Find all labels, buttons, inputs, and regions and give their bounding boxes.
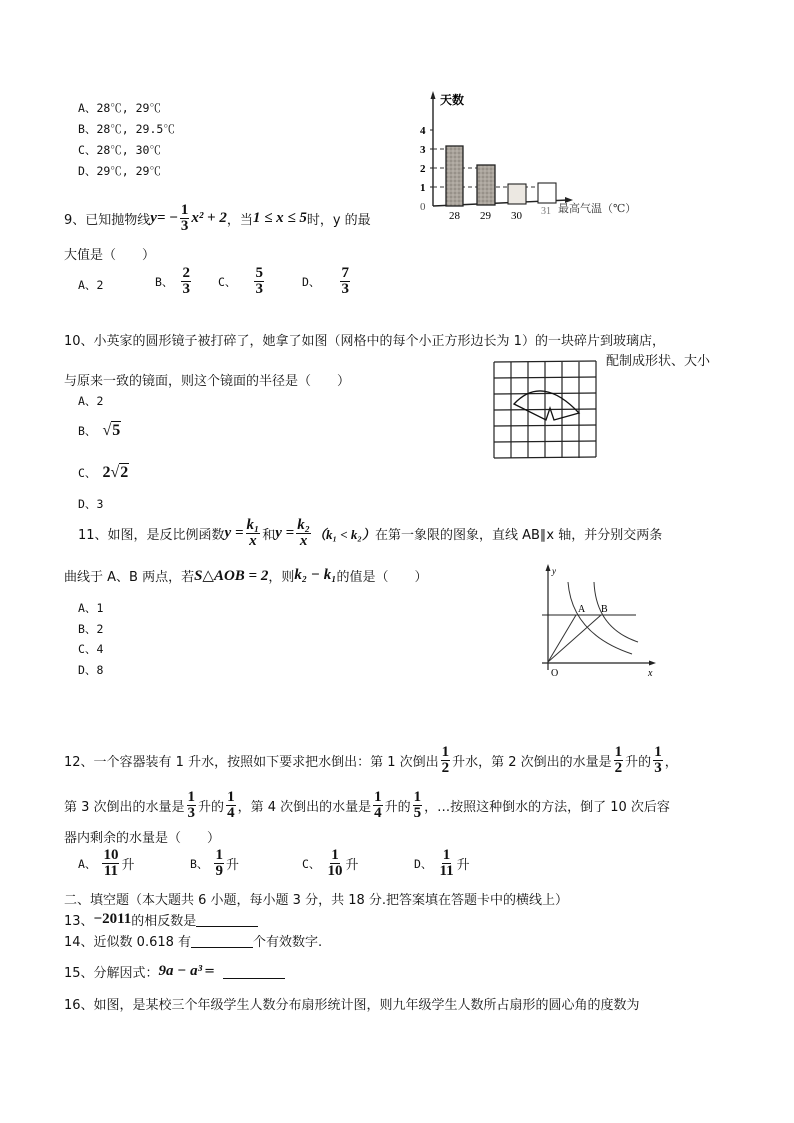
- inverse-function-graph: [536, 562, 660, 680]
- q14-answer-blank[interactable]: [191, 933, 253, 948]
- x-axis-label: 最高气温（℃）: [558, 203, 637, 215]
- option-text: 28℃, 30℃: [96, 143, 161, 157]
- unit: 升: [225, 858, 239, 873]
- bar-31: [538, 183, 556, 203]
- option-fraction: [181, 266, 191, 297]
- frac-num: 1: [227, 789, 235, 805]
- frac-den: 4: [374, 805, 382, 821]
- q14-suffix: 个有效数字.: [253, 935, 323, 950]
- bar-28: [446, 146, 463, 206]
- option-text: 1: [96, 601, 104, 615]
- option-label: B、: [78, 622, 97, 636]
- coefficient: 2: [102, 464, 111, 481]
- q11-and: 和: [262, 528, 276, 543]
- option-text: 2: [96, 622, 104, 636]
- x-tick-29: 29: [480, 210, 491, 220]
- q11-option-c: [78, 641, 103, 657]
- frac-den: 3: [255, 281, 263, 297]
- q12-text: ，第 4 次倒出的水量是: [237, 800, 372, 815]
- q14-prefix: 14、近似数 0.618 有: [64, 935, 192, 950]
- x-tick-31: 31: [541, 206, 551, 217]
- mirror-fragment-grid: [492, 360, 598, 460]
- frac-num: 5: [255, 265, 263, 281]
- q11-line2: [64, 566, 427, 585]
- q8-option-d: [78, 163, 161, 179]
- option-text: 2: [96, 278, 104, 292]
- q9-prefix: 9、已知抛物线: [64, 213, 151, 228]
- option-label: D、: [78, 164, 97, 178]
- option-label: B、: [78, 424, 97, 438]
- option-fraction: [102, 848, 119, 879]
- fraction-1-3: [187, 790, 197, 821]
- option-text: 2: [96, 394, 104, 408]
- option-fraction: [438, 848, 454, 879]
- q11-option-d: [78, 662, 103, 678]
- q10-option-a: [78, 393, 103, 409]
- temperature-bar-chart: [418, 88, 668, 220]
- sqrt-expression: √5: [102, 422, 121, 439]
- question-16: 16、如图，是某校三个年级学生人数分布扇形统计图，则九年级学生人数所占扇形的圆心角的度数为: [64, 998, 640, 1013]
- question-13: [64, 910, 258, 929]
- option-label: B、: [155, 274, 174, 289]
- frac-num: k₁: [246, 517, 260, 533]
- q12-option-a: [78, 848, 134, 879]
- q8-option-b: [78, 121, 175, 137]
- fraction-1-4: [226, 790, 236, 821]
- q12-text: ，…按照这种倒水的方法，倒了 10 次后容: [424, 800, 670, 815]
- radicand: 2: [120, 464, 129, 481]
- x-tick-30: 30: [511, 210, 522, 220]
- option-text: 29℃, 29℃: [96, 164, 161, 178]
- q15-expression: 9a − a³: [158, 963, 203, 979]
- q12-line2: [64, 790, 670, 821]
- frac-den: 11: [439, 863, 454, 879]
- q12-text: 升的: [198, 800, 225, 815]
- q9-formula-y: y: [150, 210, 157, 226]
- frac-den: 4: [227, 805, 235, 821]
- q11-option-a: [78, 600, 103, 616]
- question-11: [78, 518, 662, 549]
- q9-fraction: [180, 203, 190, 234]
- q9-line2: 大值是（ ）: [64, 248, 156, 263]
- q9-option-a: [78, 277, 103, 293]
- radicand: 5: [112, 422, 121, 439]
- frac-num: 1: [413, 789, 422, 805]
- frac-num: 1: [374, 789, 382, 805]
- option-label: C、: [302, 856, 321, 871]
- q10-option-b: [78, 422, 121, 440]
- option-label: D、: [302, 274, 321, 289]
- q12-text: 升的: [384, 800, 411, 815]
- q8-option-a: [78, 100, 161, 116]
- option-label: A、: [78, 101, 97, 115]
- q12-text: 第 3 次倒出的水量是: [64, 800, 185, 815]
- frac-den: 3: [180, 218, 189, 234]
- y-tick-3: 3: [420, 144, 426, 156]
- q12-line1: [64, 745, 678, 776]
- frac-den: 5: [413, 805, 422, 821]
- origin-label: O: [551, 668, 559, 679]
- option-fraction: [326, 848, 343, 879]
- option-text: 4: [96, 642, 104, 656]
- frac-den: 3: [182, 281, 190, 297]
- frac-den: 3: [654, 760, 662, 776]
- frac-den: x: [249, 533, 257, 549]
- q11-y2: y =: [275, 525, 295, 541]
- option-label: D、: [414, 856, 433, 871]
- q15-answer-blank[interactable]: [223, 964, 285, 979]
- frac-num: 1: [187, 789, 196, 805]
- y-tick-2: 2: [420, 163, 426, 175]
- option-text: 28℃, 29.5℃: [96, 122, 175, 136]
- frac-den: 3: [341, 281, 349, 297]
- q9-formula-tail: x² + 2: [191, 210, 227, 226]
- q9-option-b: [155, 266, 193, 297]
- option-fraction: [254, 266, 264, 297]
- y-tick-1: 1: [420, 182, 426, 194]
- fraction-1-2: [441, 745, 451, 776]
- option-label: A、: [78, 278, 97, 292]
- q13-prefix: 13、: [64, 914, 94, 929]
- q11-line2-prefix: 曲线于 A、B 两点，若: [64, 570, 195, 585]
- frac-num: k₂: [297, 517, 310, 533]
- x-axis-label: x: [648, 668, 653, 679]
- frac-num: 10: [103, 847, 119, 863]
- option-text: 28℃, 29℃: [96, 101, 161, 115]
- x-tick-28: 28: [449, 210, 460, 220]
- frac-num: 1: [654, 744, 662, 760]
- q9-option-c: [218, 266, 266, 297]
- q12-text: ，: [664, 755, 678, 770]
- unit: 升: [121, 858, 135, 873]
- fraction-1-4: [373, 790, 383, 821]
- frac-num: 7: [341, 265, 349, 281]
- fraction-1-3: [653, 745, 663, 776]
- y-tick-0: 0: [420, 201, 426, 213]
- sqrt-expression: 2√2: [102, 464, 129, 481]
- option-label: C、: [218, 274, 237, 289]
- frac-den: 10: [327, 863, 343, 879]
- fraction-1-2: [614, 745, 624, 776]
- unit: 升: [345, 858, 359, 873]
- q10-option-d: [78, 496, 103, 512]
- q11-fraction-1: [246, 518, 261, 549]
- point-b-label: B: [601, 604, 608, 615]
- frac-num: 2: [182, 265, 190, 281]
- q15-prefix: 15、分解因式：: [64, 966, 159, 981]
- q9-formula-eq: = −: [156, 210, 178, 226]
- option-label: A、: [78, 601, 97, 615]
- option-label: A、: [78, 856, 97, 871]
- unit: 升: [456, 858, 470, 873]
- frac-den: x: [299, 533, 308, 549]
- mirror-fragment-shape: [514, 391, 579, 420]
- q11-fraction-2: [296, 518, 311, 549]
- q11-area: S△AOB = 2: [194, 568, 269, 584]
- option-fraction: [340, 266, 350, 297]
- q13-suffix: 的相反数是: [131, 914, 197, 929]
- bar-29: [477, 165, 495, 205]
- q12-text: 升的: [625, 755, 652, 770]
- frac-num: 1: [442, 847, 451, 863]
- frac-num: 1: [331, 847, 339, 863]
- frac-num: 1: [215, 847, 223, 863]
- q9-suffix: 时，y 的最: [306, 213, 371, 228]
- option-label: C、: [78, 143, 97, 157]
- q9-option-d: [302, 266, 352, 297]
- q12-line3: 器内剩余的水量是（ ）: [64, 831, 221, 846]
- q15-equals: =: [204, 964, 216, 979]
- frac-den: 3: [187, 805, 196, 821]
- q8-option-c: [78, 142, 161, 158]
- frac-num: 1: [180, 202, 189, 218]
- option-text: 3: [96, 497, 104, 511]
- q10-option-c: [78, 464, 129, 482]
- q13-answer-blank[interactable]: [196, 912, 258, 927]
- q12-option-c: [302, 848, 358, 879]
- q12-text: 升水，第 2 次倒出的水量是: [452, 755, 612, 770]
- q9-mid: ，当: [226, 213, 253, 228]
- y-tick-4: 4: [420, 125, 426, 137]
- q11-prefix: 11、如图，是反比例函数: [78, 528, 225, 543]
- q11-option-b: [78, 621, 103, 637]
- q12-option-d: [414, 848, 470, 879]
- question-9: [64, 203, 371, 234]
- frac-den: 9: [215, 863, 223, 879]
- q12-option-b: [190, 848, 239, 879]
- q9-range: 1 ≤ x ≤ 5: [252, 210, 307, 226]
- option-label: C、: [78, 642, 97, 656]
- q11-line2-suffix: 的值是（ ）: [336, 570, 428, 585]
- option-label: B、: [78, 122, 97, 136]
- y-axis-label: 天数: [440, 93, 465, 107]
- point-a-label: A: [578, 604, 586, 615]
- q10-line2: 与原来一致的镜面，则这个镜面的半径是（ ）: [64, 374, 351, 389]
- option-label: D、: [78, 497, 97, 511]
- question-15: [64, 962, 285, 981]
- frac-den: 11: [103, 863, 119, 879]
- option-text: 8: [96, 663, 104, 677]
- option-label: B、: [190, 856, 209, 871]
- q10-line1b: 配制成形状、大小: [606, 354, 711, 369]
- option-label: A、: [78, 394, 97, 408]
- q10-line1: 10、小英家的圆形镜子被打碎了，她拿了如图（网格中的每个小正方形边长为 1）的一块碎片到玻璃店，: [64, 334, 665, 349]
- q11-condition: （k₁ < k₂）: [312, 527, 375, 542]
- q11-suffix: 在第一象限的图象，直线 AB∥x 轴，并分别交两条: [374, 528, 663, 543]
- q12-text: 12、一个容器装有 1 升水，按照如下要求把水倒出：第 1 次倒出: [64, 755, 439, 770]
- fraction-1-5: [413, 790, 423, 821]
- frac-den: 2: [614, 760, 623, 776]
- question-14: [64, 931, 322, 950]
- option-label: D、: [78, 663, 97, 677]
- option-label: C、: [78, 466, 97, 480]
- frac-den: 2: [441, 760, 450, 776]
- q13-value: −2011: [93, 911, 132, 927]
- section-2-heading: 二、填空题（本大题共 6 小题，每小题 3 分，共 18 分.把答案填在答题卡中的横线上）: [64, 893, 569, 908]
- frac-num: 1: [441, 744, 450, 760]
- frac-num: 1: [614, 744, 623, 760]
- q11-y1: y =: [224, 525, 244, 541]
- bar-30: [508, 184, 526, 204]
- q11-diff: k₂ − k₁: [294, 567, 337, 583]
- option-fraction: [214, 848, 224, 879]
- q11-line2-mid: ，则: [268, 570, 295, 585]
- y-axis-label: y: [552, 566, 556, 576]
